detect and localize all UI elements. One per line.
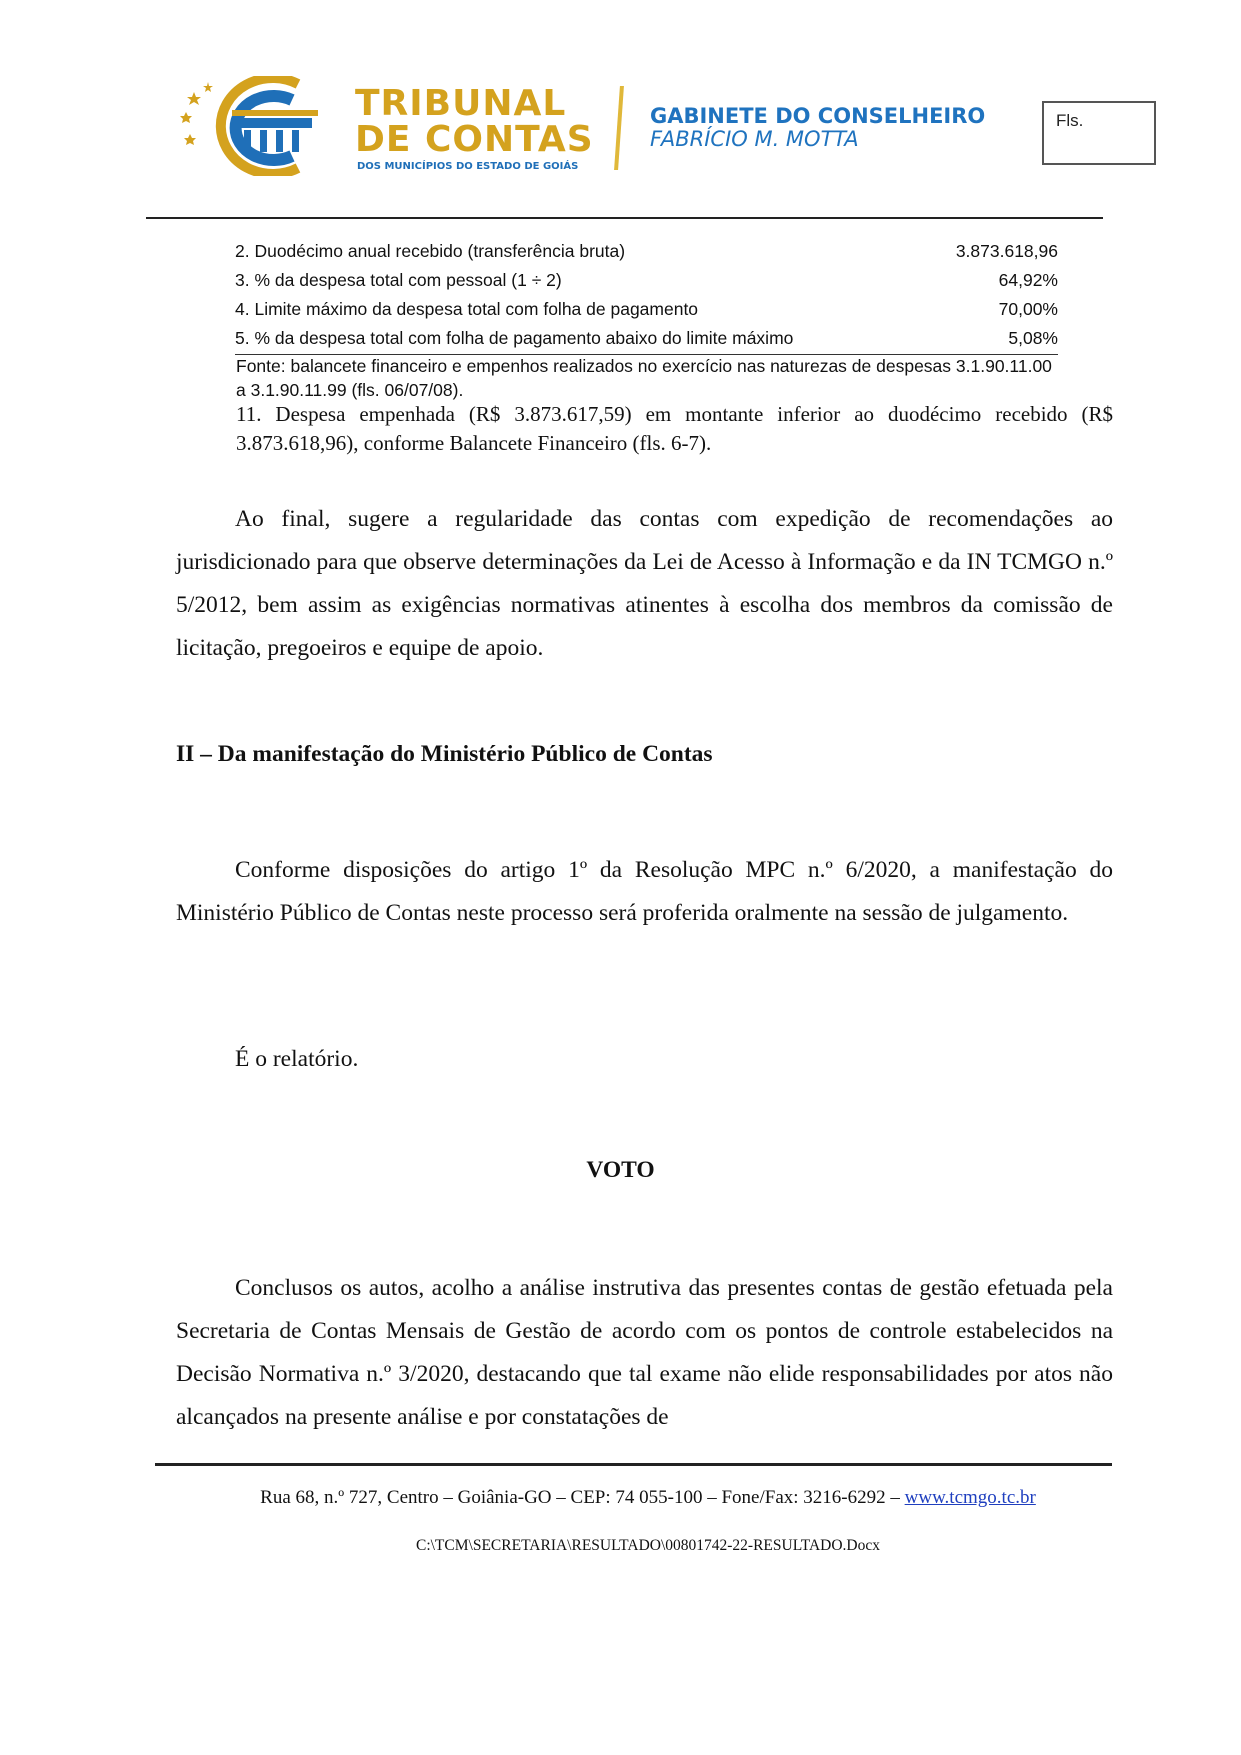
tcm-emblem-icon <box>180 76 350 176</box>
table-row <box>235 295 1058 324</box>
fls-box <box>1042 101 1156 165</box>
address-text: Rua 68, n.º 727, Centro – Goiânia-GO – CEP: 74 055-100 – Fone/Fax: 3216-6292 – <box>260 1487 905 1508</box>
section-heading-mp: II – Da manifestação do Ministério Público de Contas <box>176 741 713 767</box>
paragraph-mp: Conforme disposições do artigo 1º da Resolução MPC n.º 6/2020, a manifestação do Ministério Público de Contas neste processo será proferida oralmente na sessão de julgamento. <box>176 857 1113 926</box>
logo-subtitle: DOS MUNICÍPIOS DO ESTADO DE GOIÁS <box>357 161 579 172</box>
table-source: Fonte: balancete financeiro e empenhos realizados no exercício nas naturezas de despesas 3.1.90.11.00 a 3.1.90.11.99 (fls. 06/07/08). <box>236 356 1052 400</box>
row-label: 4. Limite máximo da despesa total com folha de pagamento <box>235 299 699 319</box>
fls-label: Fls. <box>1056 111 1084 130</box>
voto-heading: VOTO <box>586 1157 655 1183</box>
footer-rule <box>155 1463 1112 1466</box>
footer-address <box>0 1487 1241 1509</box>
table-row <box>235 266 1058 295</box>
row-value: 64,92% <box>998 270 1058 290</box>
footnote-11: 11. Despesa empenhada (R$ 3.873.617,59) em montante inferior ao duodécimo recebido (R$ 3.873.618,96), conforme Balancete Financeiro (fls. 6-7). <box>236 402 1113 455</box>
conselheiro-name: FABRÍCIO M. MOTTA <box>650 127 859 151</box>
table-row <box>235 324 1058 353</box>
row-label: 3. % da despesa total com pessoal (1 ÷ 2) <box>235 270 562 290</box>
row-value: 3.873.618,96 <box>955 241 1058 261</box>
row-value: 70,00% <box>998 299 1058 319</box>
logo-title-line1: TRIBUNAL <box>355 83 567 124</box>
gabinete-title: GABINETE DO CONSELHEIRO <box>650 104 986 128</box>
duodecimo-table <box>235 237 1058 355</box>
logo-title-line2: DE CONTAS <box>355 119 594 160</box>
table-row <box>235 237 1058 266</box>
row-label: 5. % da despesa total com folha de pagamento abaixo do limite máximo <box>235 328 794 348</box>
header-rule <box>146 217 1103 219</box>
paragraph-voto: Conclusos os autos, acolho a análise instrutiva das presentes contas de gestão efetuada pela Secretaria de Contas Mensais de Gestão de acordo com os pontos de controle estabelecidos na Decisão Normativa n.º 3/2020, destacando que tal exame não elide responsabilidades por atos não alcançados na presente análise e por constatações de <box>176 1275 1113 1430</box>
tcm-logo <box>180 76 640 176</box>
website-link[interactable]: www.tcmgo.tc.br <box>904 1487 1036 1508</box>
file-path: C:\TCM\SECRETARIA\RESULTADO\00801742-22-RESULTADO.Docx <box>415 1537 881 1554</box>
paragraph-relatorio: É o relatório. <box>235 1046 359 1072</box>
paragraph-recommendations: Ao final, sugere a regularidade das contas com expedição de recomendações ao jurisdicionado para que observe determinações da Lei de Acesso à Informação e da IN TCMGO n.º 5/2012, bem assim as exigências normativas atinentes à escolha dos membros da comissão de licitação, pregoeiros e equipe de apoio. <box>176 506 1113 661</box>
row-value: 5,08% <box>1008 328 1058 348</box>
row-label: 2. Duodécimo anual recebido (transferência bruta) <box>235 241 626 261</box>
